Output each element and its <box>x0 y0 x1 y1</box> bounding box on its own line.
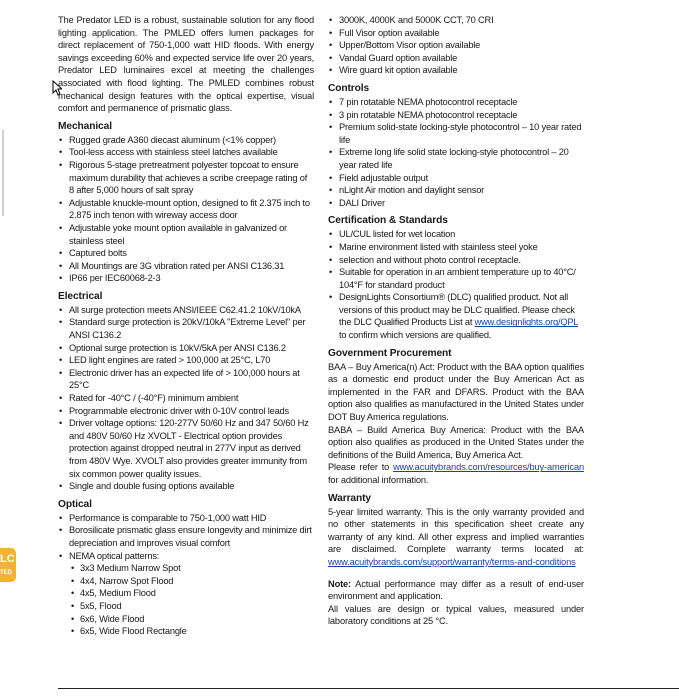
controls-list <box>328 96 584 209</box>
optical-pattern-list <box>58 562 314 638</box>
list-item: • Field adjustable output <box>328 172 584 185</box>
list-item: • Upper/Bottom Visor option available <box>328 39 584 52</box>
list-item: • selection and without photo control receptacle. <box>328 254 584 267</box>
electrical-heading: Electrical <box>58 290 103 302</box>
list-item: • DALI Driver <box>328 197 584 210</box>
dlc-logo-badge <box>0 548 16 582</box>
dlc-list <box>328 291 584 341</box>
list-item: • Single and double fusing options available <box>58 480 314 493</box>
controls-heading: Controls <box>328 82 370 94</box>
list-item: • nLight Air motion and daylight sensor <box>328 184 584 197</box>
electrical-list <box>58 304 314 493</box>
baa-paragraph: BAA – Buy America(n) Act: Product with the BAA option qualifies as a domestic end product under the Buy American Act as implemented in the FAR and DFARS. Product with the BAA option also qualifies as manufactured in the United States under DOT Buy America regulations. <box>328 361 584 423</box>
list-item: • Captured bolts <box>58 247 314 260</box>
government-heading: Government Procurement <box>328 347 452 359</box>
note-text: Actual performance may differ as a result of end-user environment and application. <box>328 578 584 602</box>
list-item: • All Mountings are 3G vibration rated per ANSI C136.31 <box>58 260 314 273</box>
list-item: • Wire guard kit option available <box>328 64 584 77</box>
mechanical-heading: Mechanical <box>58 120 112 132</box>
list-item: • 3 pin rotatable NEMA photocontrol receptacle <box>328 109 584 122</box>
list-item: • Vandal Guard option available <box>328 52 584 65</box>
list-item: • Rigorous 5-stage pretreatment polyester topcoat to ensure maximum durability that achieves a scribe creepage rating of 8 after 5,000 hours of salt spray <box>58 159 314 197</box>
dlc-qpl-link[interactable]: www.designlights.org/QPL <box>474 317 578 328</box>
list-item: • NEMA optical patterns: <box>58 550 314 563</box>
list-item: • 3x3 Medium Narrow Spot <box>58 562 314 575</box>
certification-heading: Certification & Standards <box>328 215 448 227</box>
list-item: • 4x5, Medium Flood <box>58 587 314 600</box>
intro-paragraph: The Predator LED is a robust, sustainable solution for any flood lighting application. The PMLED offers lumen packages for direct replacement of 750-1,000 watt HID floods. With energy savings exceeding 60% and expected service life over 20 years, Predator LED luminaires excel at meeting the challenges associated with flood lighting. The PMLED combines robust mechanical design features with the optical expertise, visual comfort and permanence of prismatic glass. <box>58 15 314 114</box>
dlc-logo-text: LC <box>0 553 15 565</box>
list-item: • 4x4, Narrow Spot Flood <box>58 575 314 588</box>
warranty-text: 5-year limited warranty. This is the only warranty provided and no other statements in this specification sheet create any warranty of any kind. All other express and implied warranties are disclaimed. Complete warranty terms located at: <box>328 506 584 555</box>
mechanical-list <box>58 134 314 285</box>
right-column <box>328 14 584 628</box>
list-item: • Premium solid-state locking-style photocontrol – 10 year rated life <box>328 121 584 146</box>
list-item <box>328 291 584 341</box>
page-edge-mark <box>2 130 4 216</box>
list-item: • Extreme long life solid state locking-style photocontrol – 20 year rated life <box>328 146 584 171</box>
list-item: • Adjustable knuckle-mount option, designed to fit 2.375 inch to 2.875 inch tenon with wireway access door <box>58 197 314 222</box>
options-list <box>328 14 584 77</box>
values-paragraph: All values are design or typical values, measured under laboratory conditions at 25 °C. <box>328 603 584 627</box>
list-item: • Driver voltage options: 120-277V 50/60 Hz and 347 50/60 Hz and 480V 50/60 Hz XVOLT - Electrical option provides protection against dropped neutral in 277V input as derived from 480V Wye. XVOLT also provides greater immunity from six common power quality issues. <box>58 417 314 480</box>
list-item: • 3000K, 4000K and 5000K CCT, 70 CRI <box>328 14 584 27</box>
list-item: • 7 pin rotatable NEMA photocontrol receptacle <box>328 96 584 109</box>
list-item: • Borosilicate prismatic glass ensure longevity and minimize dirt depreciation and improves visual comfort <box>58 524 314 549</box>
note-paragraph <box>328 578 584 603</box>
warranty-heading: Warranty <box>328 492 371 504</box>
certification-list <box>328 228 584 291</box>
list-item: • Standard surge protection is 20kV/10kA "Extreme Level" per ANSI C136.2 <box>58 316 314 341</box>
optical-list <box>58 512 314 562</box>
list-item: • Electronic driver has an expected life of > 100,000 hours at 25°C <box>58 367 314 392</box>
refer-suffix: for additional information. <box>328 475 429 485</box>
list-item: • 6x6, Wide Flood <box>58 613 314 626</box>
refer-text: Please refer to <box>328 462 394 473</box>
baba-paragraph: BABA – Build America Buy America: Product with the BAA option also qualifies as produced in the United States under the definitions of the Build America, Buy America Act. <box>328 424 584 460</box>
list-item: • Rated for -40°C / (-40°F) minimum ambient <box>58 392 314 405</box>
buy-american-link[interactable]: www.acuitybrands.com/resources/buy-american <box>393 462 584 473</box>
list-item: • Adjustable yoke mount option available in galvanized or stainless steel <box>58 222 314 247</box>
list-item: • Performance is comparable to 750-1,000 watt HID <box>58 512 314 525</box>
dlc-suffix: to confirm which versions are qualified. <box>339 330 492 341</box>
warranty-terms-link[interactable]: www.acuitybrands.com/support/warranty/terms-and-conditions <box>328 556 576 567</box>
list-item: • 6x5, Wide Flood Rectangle <box>58 625 314 638</box>
list-item: • Marine environment listed with stainless steel yoke <box>328 241 584 254</box>
list-item: • LED light engines are rated > 100,000 at 25°C, L70 <box>58 354 314 367</box>
bottom-rule <box>58 688 679 689</box>
list-item: • Suitable for operation in an ambient temperature up to 40°C/ 104°F for standard product <box>328 266 584 291</box>
list-item: • Full Visor option available <box>328 27 584 40</box>
note-label: Note: <box>328 578 352 589</box>
refer-paragraph <box>328 461 584 486</box>
list-item: • Rugged grade A360 diecast aluminum (<1% copper) <box>58 134 314 147</box>
list-item: • 5x5, Flood <box>58 600 314 613</box>
list-item: • Optional surge protection is 10kV/5kA per ANSI C136.2 <box>58 342 314 355</box>
list-item: • UL/CUL listed for wet location <box>328 228 584 241</box>
dlc-logo-subtext: TED <box>0 570 12 576</box>
dlc-text: DesignLights Consortium® (DLC) qualified product. Not all versions of this product may be DLC qualified. Please check the DLC Qualified Products List at <box>339 292 575 328</box>
list-item: • All surge protection meets ANSI/IEEE C62.41.2 10kV/10kA <box>58 304 314 317</box>
list-item: • Tool-less access with stainless steel latches available <box>58 146 314 159</box>
warranty-paragraph <box>328 506 584 569</box>
list-item: • IP66 per IEC60068-2-3 <box>58 272 314 285</box>
left-column <box>58 14 314 638</box>
list-item: • Programmable electronic driver with 0-10V control leads <box>58 405 314 418</box>
optical-heading: Optical <box>58 498 92 510</box>
